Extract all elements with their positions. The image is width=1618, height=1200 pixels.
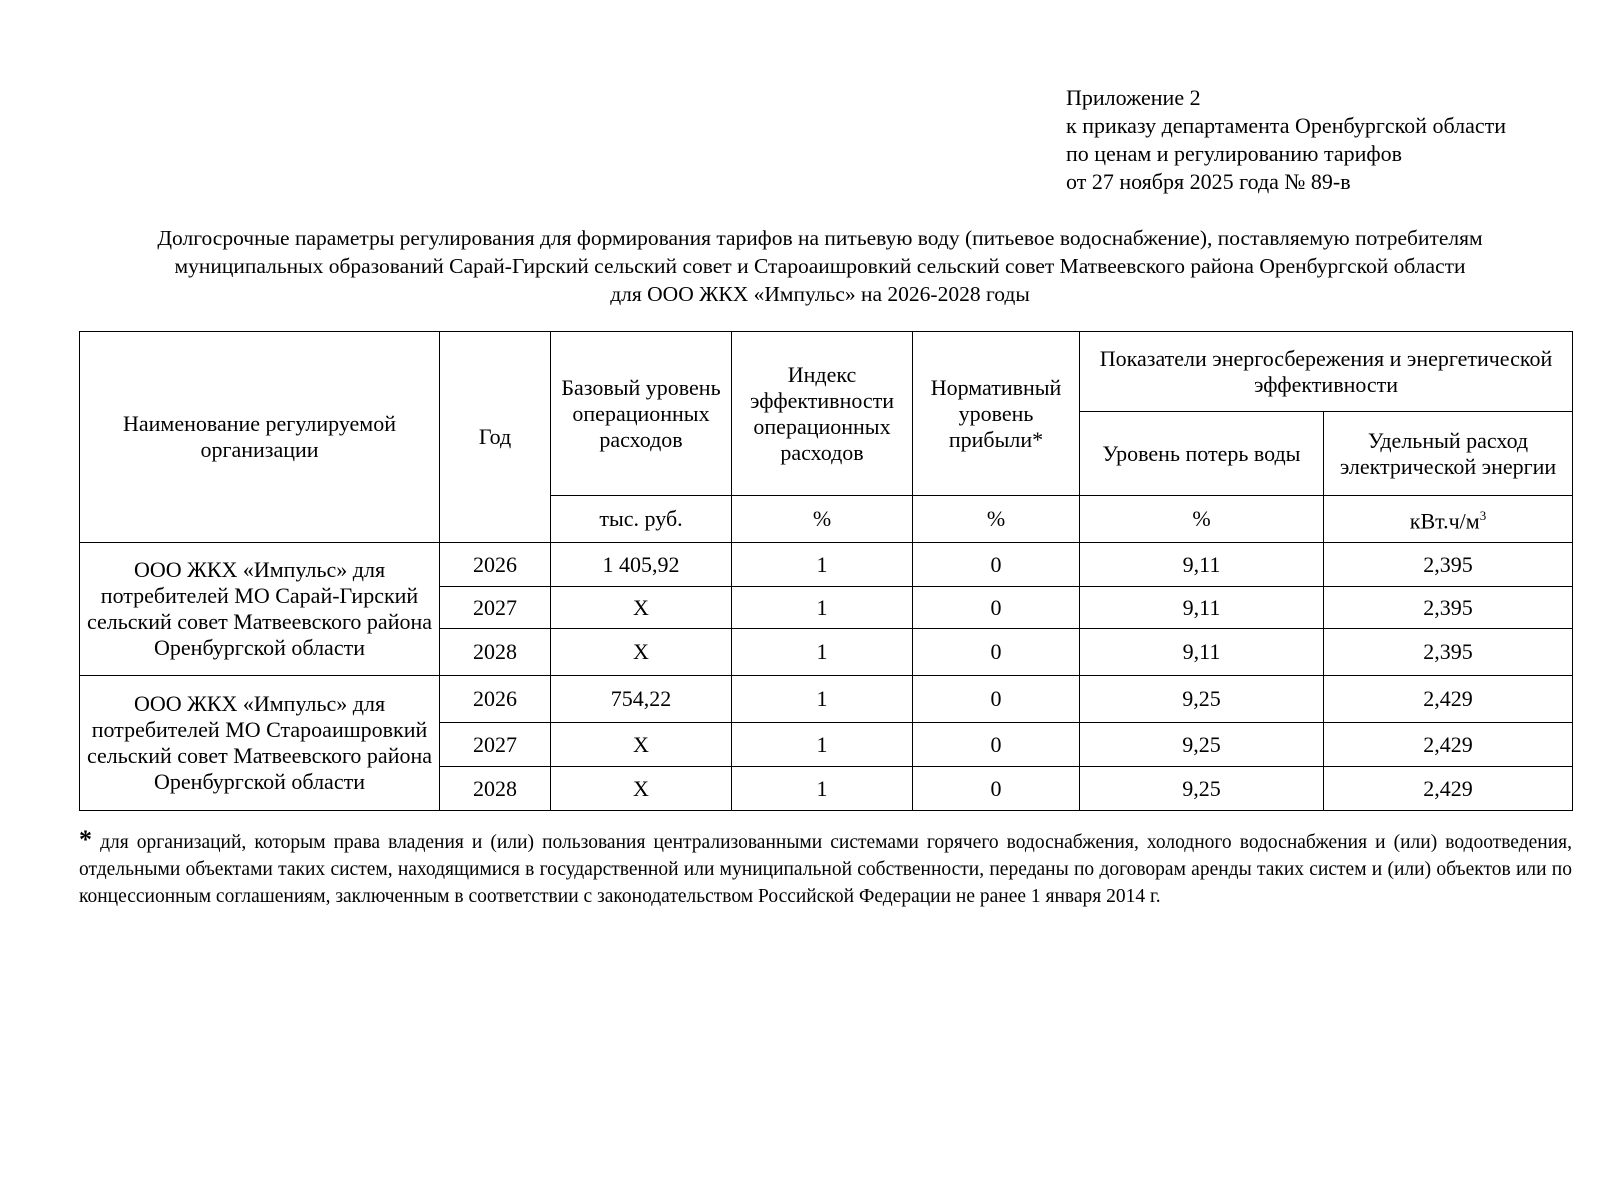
cell-electricity: 2,429 [1324, 723, 1573, 767]
cell-losses: 9,11 [1080, 543, 1324, 587]
header-energy-group: Показатели энергосбережения и энергетической эффективности [1080, 332, 1573, 412]
table-row [80, 676, 1573, 723]
cell-index: 1 [732, 676, 913, 723]
unit-profit: % [913, 496, 1080, 543]
appendix-line-2: к приказу департамента Оренбургской области [1066, 113, 1506, 138]
cell-profit: 0 [913, 629, 1080, 676]
unit-electricity-superscript: 3 [1479, 508, 1487, 524]
cell-electricity: 2,395 [1324, 629, 1573, 676]
cell-electricity: 2,429 [1324, 676, 1573, 723]
header-row-top [80, 332, 1573, 412]
header-year: Год [440, 332, 551, 543]
org-name-cell: ООО ЖКХ «Импульс» для потребителей МО Сарай-Гирский сельский совет Матвеевского района Оренбургской области [80, 543, 440, 676]
cell-index: 1 [732, 767, 913, 811]
cell-profit: 0 [913, 676, 1080, 723]
cell-index: 1 [732, 587, 913, 629]
cell-losses: 9,11 [1080, 587, 1324, 629]
cell-profit: 0 [913, 543, 1080, 587]
header-org: Наименование регулируемой организации [80, 332, 440, 543]
unit-base: тыс. руб. [551, 496, 732, 543]
header-water-losses: Уровень потерь воды [1080, 412, 1324, 496]
header-electricity: Удельный расход электрической энергии [1324, 412, 1573, 496]
unit-electricity [1324, 496, 1573, 543]
cell-losses: 9,25 [1080, 723, 1324, 767]
cell-year: 2028 [440, 767, 551, 811]
header-efficiency-index: Индекс эффективности операционных расходов [732, 332, 913, 496]
appendix-line-4: от 27 ноября 2025 года № 89-в [1066, 169, 1351, 194]
cell-year: 2026 [440, 676, 551, 723]
cell-electricity: 2,395 [1324, 543, 1573, 587]
cell-index: 1 [732, 543, 913, 587]
unit-losses: % [1080, 496, 1324, 543]
appendix-line-3: по ценам и регулированию тарифов [1066, 141, 1403, 166]
cell-year: 2026 [440, 543, 551, 587]
cell-year: 2027 [440, 723, 551, 767]
cell-year: 2028 [440, 629, 551, 676]
appendix-line-1: Приложение 2 [1066, 85, 1201, 110]
title-line-2: муниципальных образований Сарай-Гирский сельский совет и Староаишровкий сельский совет Матвеевского района Оренбургской области [174, 254, 1466, 278]
header-profit-level: Нормативный уровень прибыли* [913, 332, 1080, 496]
cell-base: Х [551, 629, 732, 676]
cell-losses: 9,25 [1080, 767, 1324, 811]
header-base-opex: Базовый уровень операционных расходов [551, 332, 732, 496]
title-line-3: для ООО ЖКХ «Импульс» на 2026-2028 годы [610, 282, 1030, 306]
unit-electricity-text: кВт.ч/м [1409, 508, 1480, 534]
cell-losses: 9,11 [1080, 629, 1324, 676]
cell-base: Х [551, 587, 732, 629]
org-name-cell: ООО ЖКХ «Импульс» для потребителей МО Староаишровкий сельский совет Матвеевского района Оренбургской области [80, 676, 440, 811]
parameters-table [79, 331, 1573, 811]
footnote-text: для организаций, которым права владения и (или) пользования централизованными системами горячего водоснабжения, холодного водоснабжения и (или) водоотведения, отдельными объектами таких систем, находящимися в государственной или муниципальной собственности, переданы по договорам аренды таких систем и (или) объектов или по концессионным соглашениям, заключенным в соответствии с законодательством Российской Федерации не ранее 1 января 2014 г. [79, 832, 1572, 907]
cell-index: 1 [732, 723, 913, 767]
cell-electricity: 2,395 [1324, 587, 1573, 629]
cell-base: Х [551, 767, 732, 811]
cell-profit: 0 [913, 767, 1080, 811]
unit-index: % [732, 496, 913, 543]
footnote-star: * [79, 825, 92, 854]
cell-base: Х [551, 723, 732, 767]
appendix-block [1066, 84, 1506, 196]
cell-profit: 0 [913, 587, 1080, 629]
cell-year: 2027 [440, 587, 551, 629]
footnote [79, 826, 1572, 910]
cell-losses: 9,25 [1080, 676, 1324, 723]
cell-profit: 0 [913, 723, 1080, 767]
table-row [80, 543, 1573, 587]
cell-electricity: 2,429 [1324, 767, 1573, 811]
title-line-1: Долгосрочные параметры регулирования для формирования тарифов на питьевую воду (питьевое водоснабжение), поставляемую потребителям [157, 226, 1483, 250]
document-title [60, 224, 1580, 308]
cell-base: 1 405,92 [551, 543, 732, 587]
cell-index: 1 [732, 629, 913, 676]
cell-base: 754,22 [551, 676, 732, 723]
